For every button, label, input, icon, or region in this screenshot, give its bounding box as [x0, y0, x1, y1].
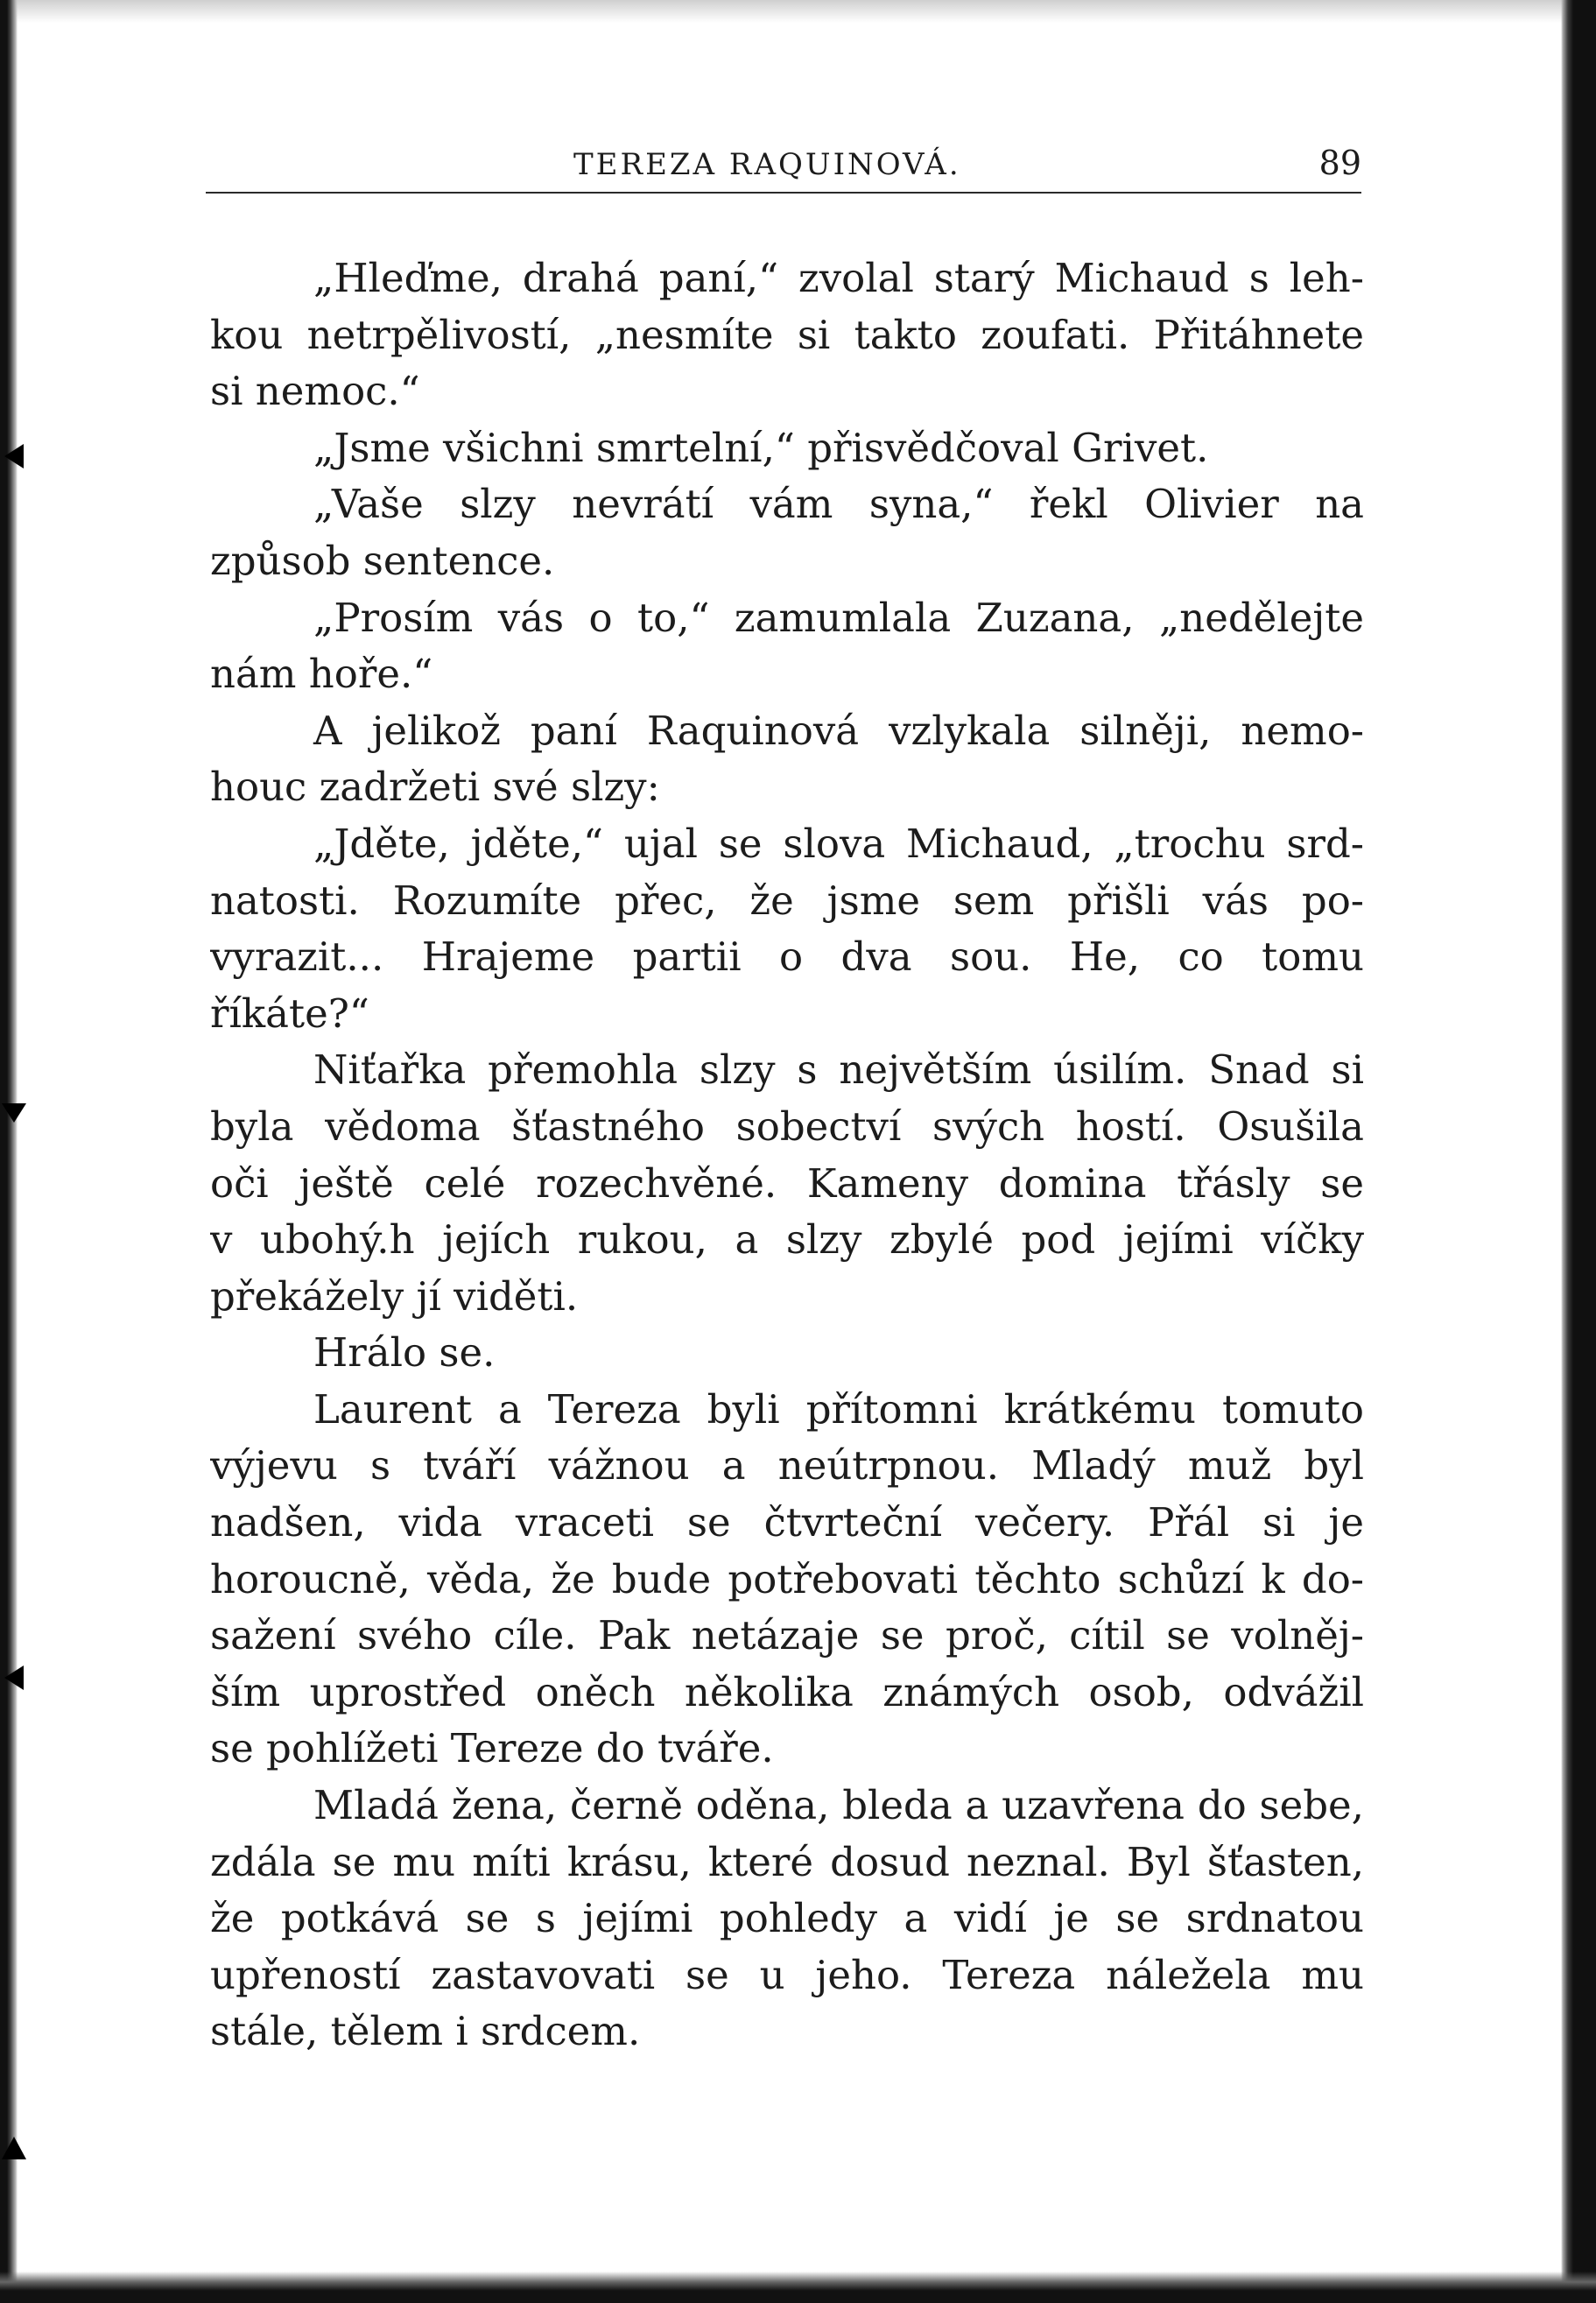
body-text — [210, 250, 1364, 2060]
text-line: byla vědoma šťastného sobectví svých hostí. Osušila — [210, 1102, 1364, 1150]
text-line: zdála se mu míti krásu, které dosud neznal. Byl šťasten, — [210, 1838, 1364, 1885]
text-line: Hrálo se. — [313, 1329, 496, 1377]
binding-mark-icon — [2, 2137, 26, 2159]
text-line: oči ještě celé rozechvěné. Kameny domina třásly se — [210, 1159, 1364, 1207]
text-line: natosti. Rozumíte přec, že jsme sem přišli vás po- — [210, 877, 1364, 924]
text-line: si nemoc.“ — [210, 368, 420, 415]
binding-mark-icon — [2, 1103, 26, 1123]
text-line: ším uprostřed oněch několika známých osob, odvážil — [210, 1668, 1364, 1715]
text-line: Mladá žena, černě oděna, bleda a uzavřena do sebe, — [313, 1782, 1364, 1829]
header-rule — [206, 192, 1361, 194]
text-line: kou netrpělivostí, „nesmíte si takto zoufati. Přitáhnete — [210, 311, 1364, 358]
binding-mark-icon — [4, 1666, 24, 1690]
text-line: výjevu s tváří vážnou a neútrpnou. Mladý muž byl — [210, 1442, 1364, 1490]
text-line: houc zadržeti své slzy: — [210, 764, 660, 811]
page-header — [206, 140, 1361, 193]
text-line: Niťařka přemohla slzy s největším úsilím. Snad si — [313, 1046, 1364, 1094]
text-line: že potkává se s jejími pohledy a vidí je se srdnatou — [210, 1895, 1364, 1942]
text-line: „Prosím vás o to,“ zamumlala Zuzana, „nedělejte — [313, 594, 1364, 641]
scan-edge-top — [0, 0, 1596, 23]
text-line: překážely jí viděti. — [210, 1272, 579, 1320]
text-line: stále, tělem i srdcem. — [210, 2008, 641, 2055]
text-line: „Hleďme, drahá paní,“ zvolal starý Michaud s leh- — [313, 255, 1364, 301]
text-line: vyrazit... Hrajeme partii o dva sou. He, co tomu — [210, 933, 1364, 981]
text-line: nám hoře.“ — [210, 651, 433, 698]
text-line: „Jděte, jděte,“ ujal se slova Michaud, „trochu srd- — [313, 820, 1364, 867]
scan-edge-bottom — [0, 2271, 1596, 2303]
text-line: způsob sentence. — [210, 537, 555, 584]
text-line: „Jsme všichni smrtelní,“ přisvědčoval Grivet. — [313, 424, 1209, 471]
text-line: horoucně, věda, že bude potřebovati těchto schůzí k do- — [210, 1555, 1364, 1602]
text-line: nadšen, vida vraceti se čtvrteční večery. Přál si je — [210, 1499, 1364, 1546]
scan-edge-right — [1561, 0, 1596, 2303]
text-line: v ubohý.h jejích rukou, a slzy zbylé pod jejími víčky — [210, 1216, 1364, 1264]
text-line: sažení svého cíle. Pak netázaje se proč, cítil se volněj- — [210, 1612, 1364, 1659]
page-number: 89 — [1318, 144, 1361, 182]
binding-mark-icon — [4, 444, 24, 468]
text-line: Laurent a Tereza byli přítomni krátkému tomuto — [313, 1385, 1364, 1433]
scan-edge-left — [0, 0, 18, 2303]
running-title: TEREZA RAQUINOVÁ. — [573, 147, 961, 182]
text-line: se pohlížeti Tereze do tváře. — [210, 1725, 774, 1772]
text-line: říkáte?“ — [210, 990, 369, 1037]
text-line: A jelikož paní Raquinová vzlykala silněji, nemo- — [313, 707, 1364, 754]
text-line: upřeností zastavovati se u jeho. Tereza náležela mu — [210, 1951, 1364, 1998]
text-line: „Vaše slzy nevrátí vám syna,“ řekl Olivier na — [313, 481, 1364, 528]
